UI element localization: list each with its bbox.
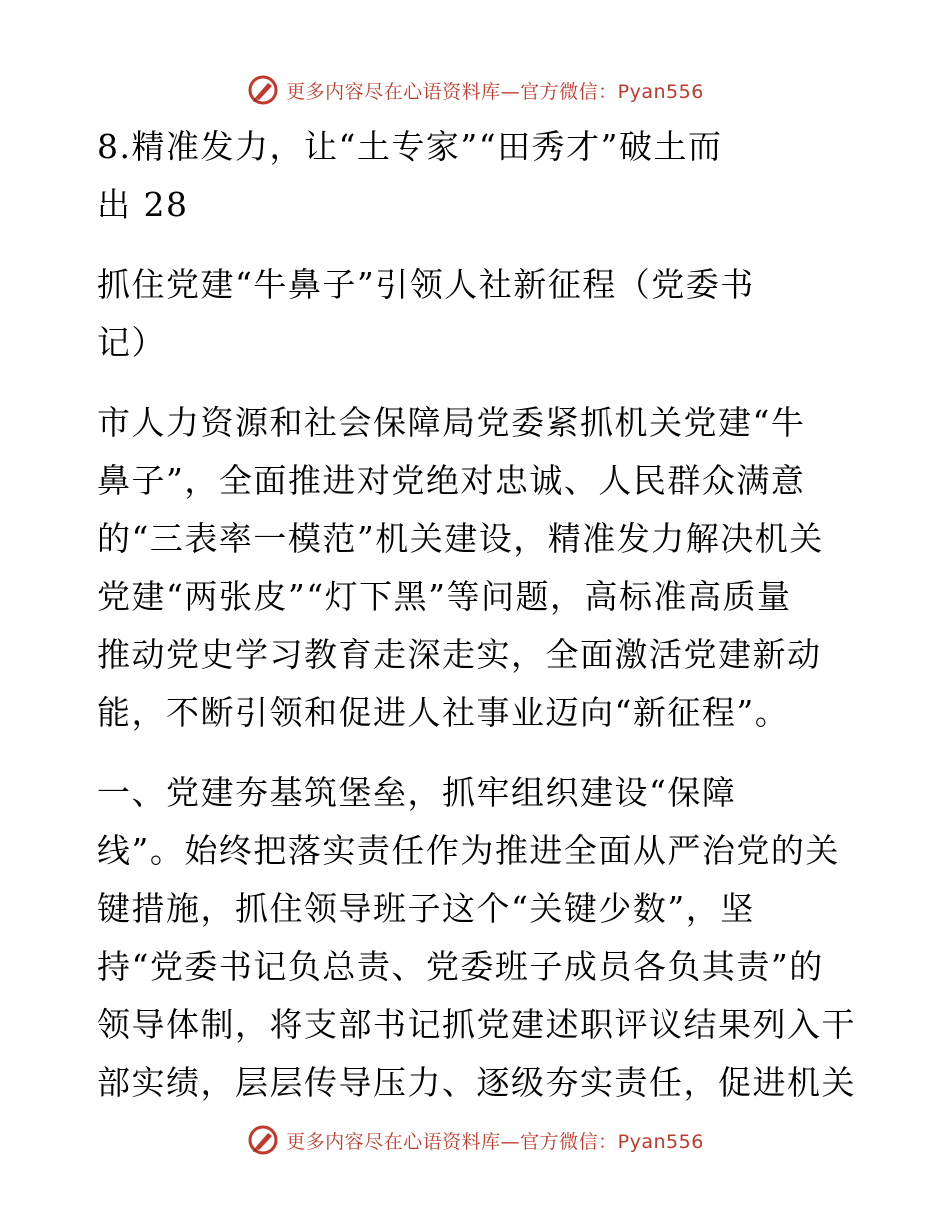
paragraph-line: 线”。始终把落实责任作为推进全面从严治党的关 (97, 831, 840, 870)
paragraph-line: 持“党委书记负总责、党委班子成员各负其责”的 (97, 947, 824, 986)
article-title-line: 抓住党建“牛鼻子”引领人社新征程（党委书 (97, 265, 755, 304)
paragraph-line: 市人力资源和社会保障局党委紧抓机关党建“牛 (97, 403, 806, 442)
paragraph-line: 推动党史学习教育走深走实，全面激活党建新动 (97, 635, 822, 674)
watermark-banner-bottom (0, 1120, 950, 1160)
article-title-line: 记） (97, 323, 166, 362)
watermark-text: 更多内容尽在心语资料库—官方微信：Pyan556 (286, 1130, 704, 1153)
paragraph-line: 键措施，抓住领导班子这个“关键少数”，坚 (97, 889, 755, 928)
paragraph-line: 党建“两张皮”“灯下黑”等问题，高标准高质量 (97, 577, 792, 616)
paragraph-line: 的“三表率一模范”机关建设，精准发力解决机关 (97, 519, 824, 558)
paragraph-line: 部实绩，层层传导压力、逐级夯实责任，促进机关 (97, 1063, 856, 1102)
paragraph-line: 鼻子”，全面推进对党绝对忠诚、人民群众满意 (97, 461, 806, 500)
paragraph-line: 领导体制，将支部书记抓党建述职评议结果列入干 (97, 1005, 856, 1044)
toc-heading-line: 出 28 (97, 185, 189, 224)
paragraph-line: 能，不断引领和促进人社事业迈向“新征程”。 (97, 693, 790, 732)
watermark-text: 更多内容尽在心语资料库—官方微信：Pyan556 (286, 80, 704, 103)
pen-logo-icon (246, 73, 280, 107)
document-body (97, 118, 857, 1112)
watermark-banner-top (0, 70, 950, 110)
pen-logo-icon (246, 1123, 280, 1157)
paragraph-line: 一、党建夯基筑堡垒，抓牢组织建设“保障 (97, 773, 737, 812)
toc-heading-line: 8.精准发力，让“土专家”“田秀才”破土而 (97, 127, 723, 166)
